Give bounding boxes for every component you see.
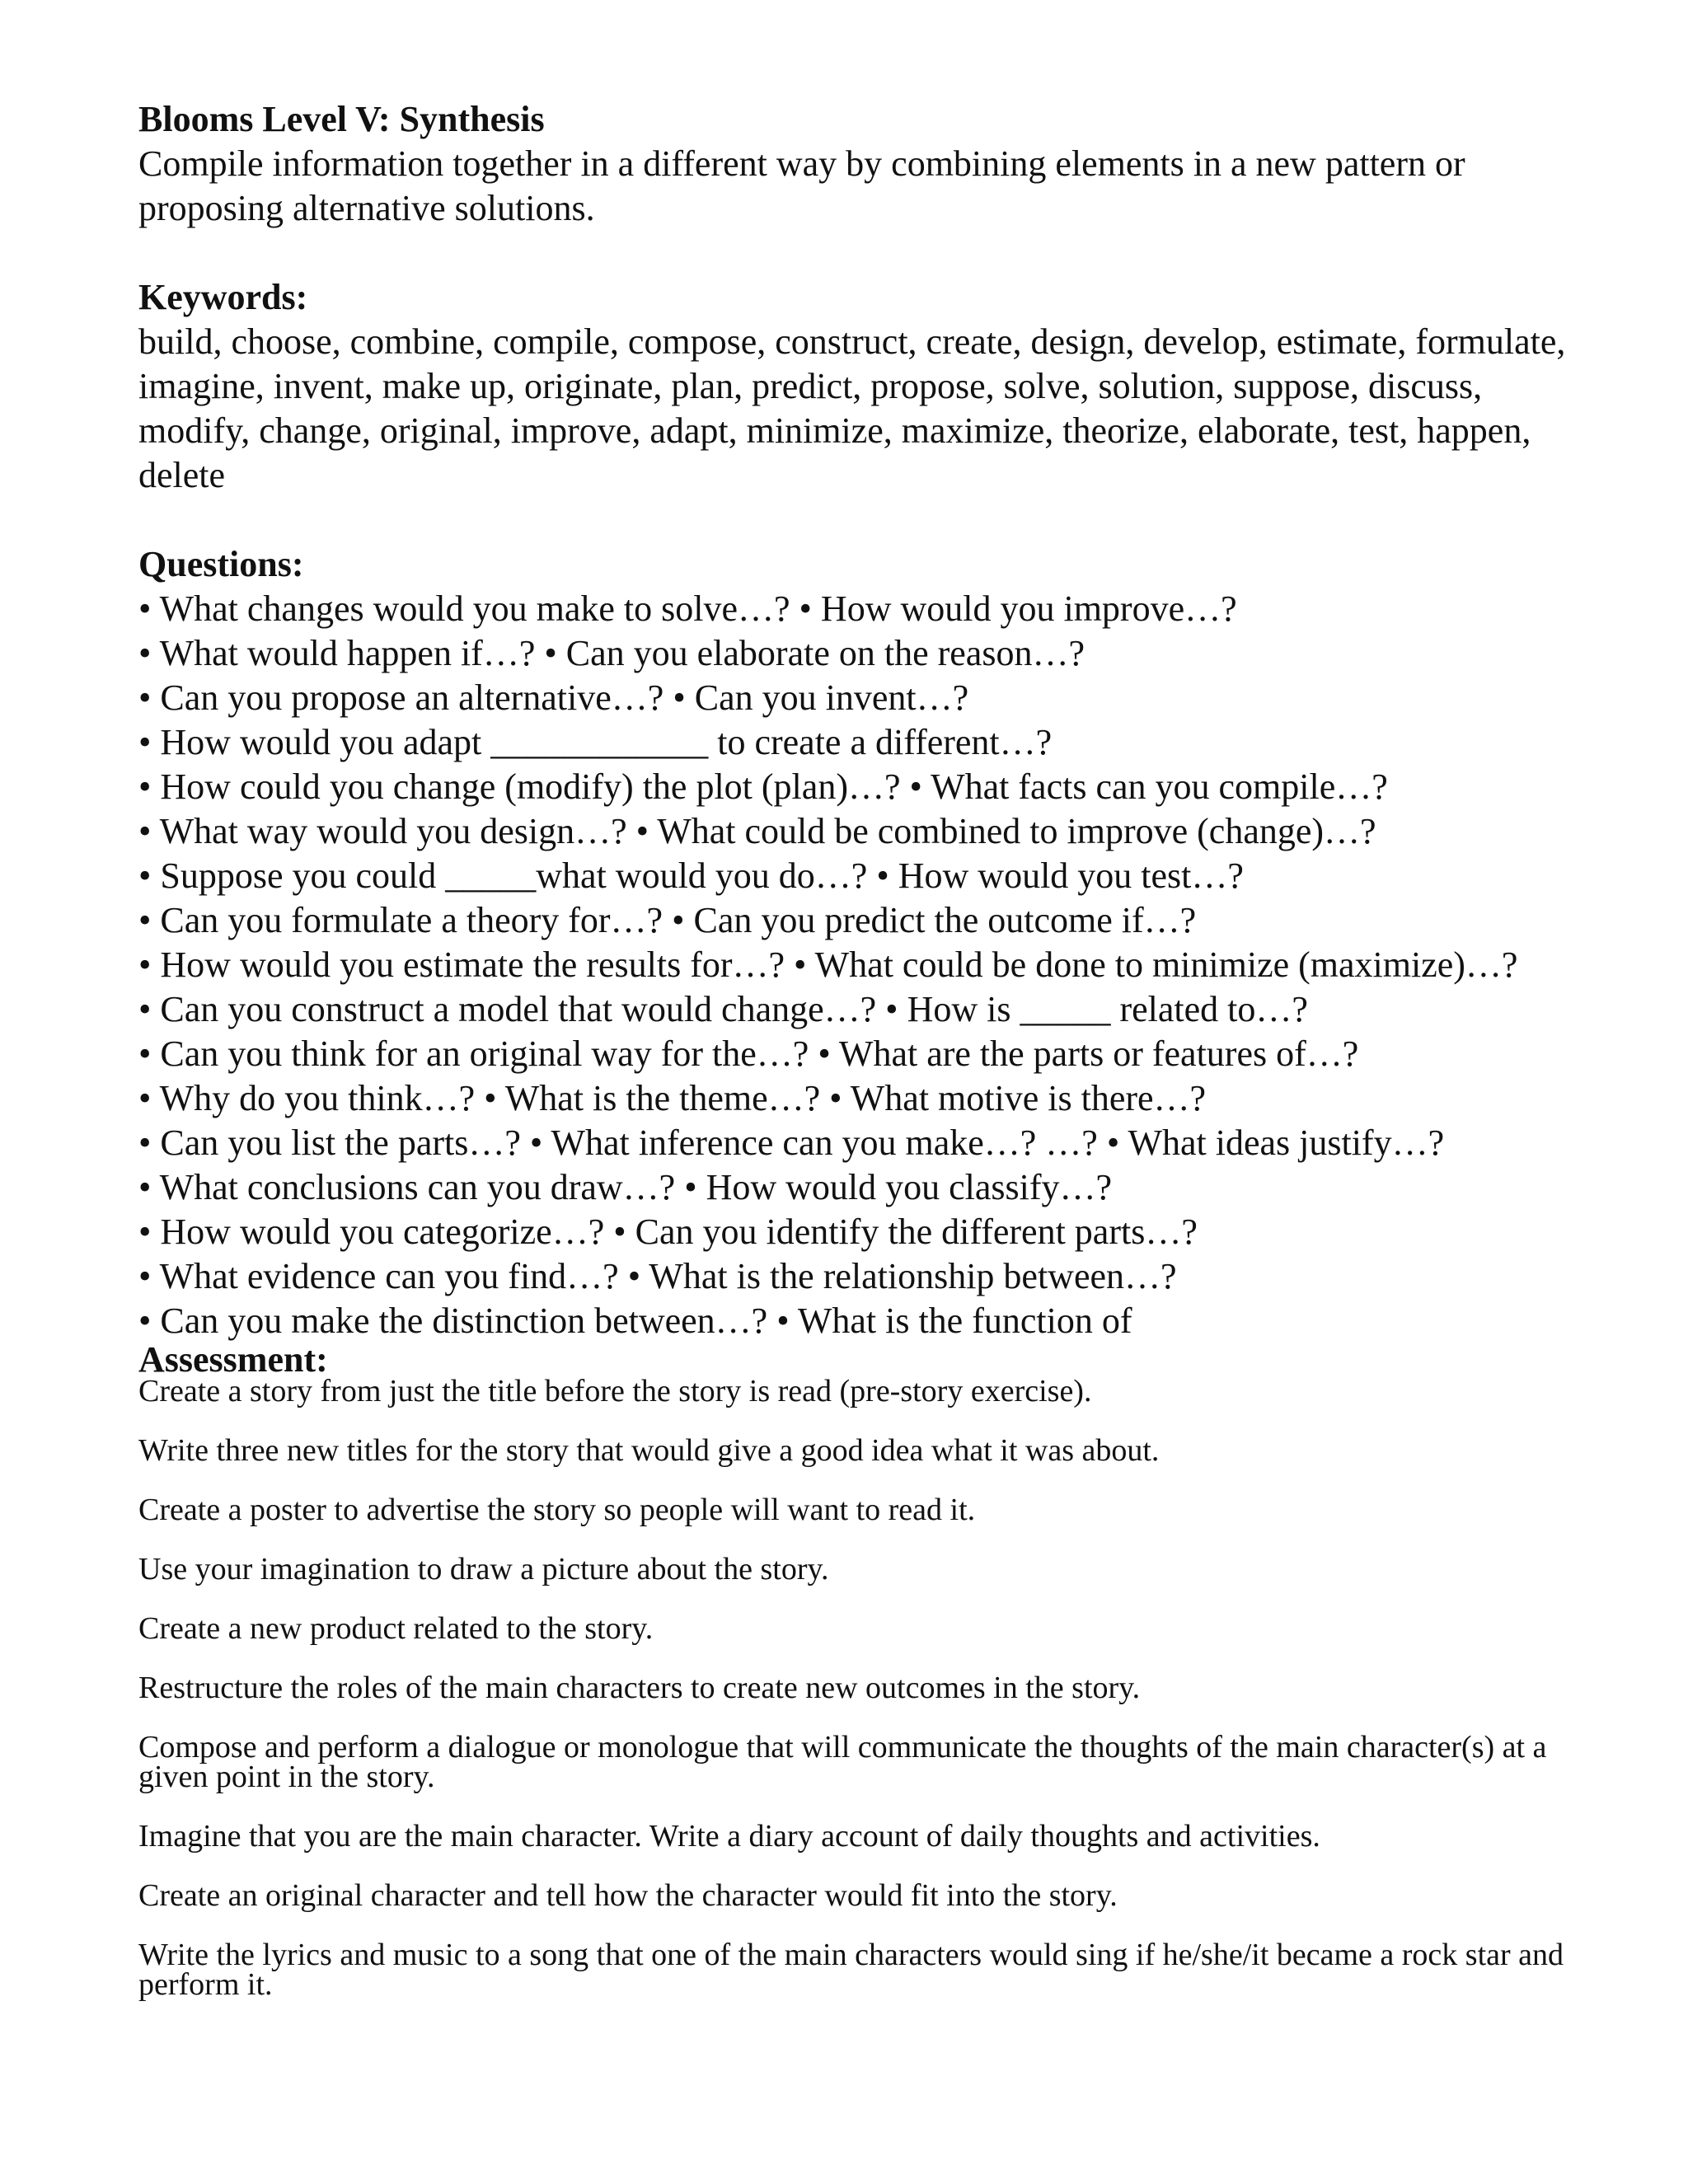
question-item: • What changes would you make to solve…? • How would you improve…?	[138, 588, 1237, 629]
assessment-item: Imagine that you are the main character. Write a diary account of daily thoughts and activities.	[138, 1819, 1320, 1854]
question-item: • What way would you design…? • What could be combined to improve (change)…?	[138, 811, 1376, 851]
question-item: • How would you estimate the results for…? • What could be done to minimize (maximize)…?	[138, 944, 1518, 985]
question-item: • Can you propose an alternative…? • Can you invent…?	[138, 677, 969, 718]
document-description: Compile information together in a different way by combining elements in a new pattern or proposing alternative solutions.	[138, 143, 1465, 228]
question-item: • Can you make the distinction between…? • What is the function of	[138, 1301, 1132, 1341]
assessment-item: Create a new product related to the story.	[138, 1611, 654, 1646]
assessment-item: Compose and perform a dialogue or monologue that will communicate the thoughts of the main character(s) at a given point in the story.	[138, 1730, 1547, 1794]
question-item: • Can you think for an original way for the…? • What are the parts or features of…?	[138, 1033, 1359, 1074]
question-item: • What evidence can you find…? • What is the relationship between…?	[138, 1256, 1177, 1296]
assessment-list	[138, 1374, 1573, 2002]
assessment-item: Write the lyrics and music to a song that one of the main characters would sing if he/she/it became a rock star and perform it.	[138, 1938, 1564, 2002]
keywords-heading: Keywords:	[138, 277, 308, 317]
document-page	[138, 97, 1573, 2029]
assessment-heading: Assessment:	[138, 1339, 328, 1380]
keywords-text: build, choose, combine, compile, compose, construct, create, design, develop, estimate, formulate, imagine, invent, make up, originate, plan, predict, propose, solve, solution, suppose, discuss, modify, change, original, improve, adapt, minimize, maximize, theorize, elaborate, test, happen, delete	[138, 321, 1566, 495]
questions-heading: Questions:	[138, 544, 304, 584]
question-item: • How could you change (modify) the plot (plan)…? • What facts can you compile…?	[138, 766, 1388, 807]
assessment-item: Create a poster to advertise the story so people will want to read it.	[138, 1493, 976, 1527]
question-item: • Can you construct a model that would change…? • How is _____ related to…?	[138, 989, 1308, 1029]
document-title: Blooms Level V: Synthesis	[138, 99, 545, 139]
assessment-item: Create an original character and tell how the character would fit into the story.	[138, 1878, 1118, 1913]
questions-list	[138, 587, 1573, 1343]
assessment-item: Create a story from just the title before the story is read (pre-story exercise).	[138, 1374, 1092, 1408]
assessment-item: Use your imagination to draw a picture about the story.	[138, 1552, 829, 1586]
question-item: • Why do you think…? • What is the theme…? • What motive is there…?	[138, 1078, 1207, 1118]
question-item: • How would you adapt ____________ to create a different…?	[138, 722, 1053, 762]
question-item: • Can you formulate a theory for…? • Can you predict the outcome if…?	[138, 900, 1197, 940]
question-item: • What conclusions can you draw…? • How would you classify…?	[138, 1167, 1113, 1207]
assessment-item: Restructure the roles of the main characters to create new outcomes in the story.	[138, 1671, 1141, 1705]
question-item: • What would happen if…? • Can you elaborate on the reason…?	[138, 633, 1085, 673]
question-item: • How would you categorize…? • Can you identify the different parts…?	[138, 1212, 1198, 1252]
question-item: • Can you list the parts…? • What inference can you make…? …? • What ideas justify…?	[138, 1122, 1445, 1163]
assessment-item: Write three new titles for the story that would give a good idea what it was about.	[138, 1433, 1160, 1468]
question-item: • Suppose you could _____what would you do…? • How would you test…?	[138, 855, 1244, 896]
